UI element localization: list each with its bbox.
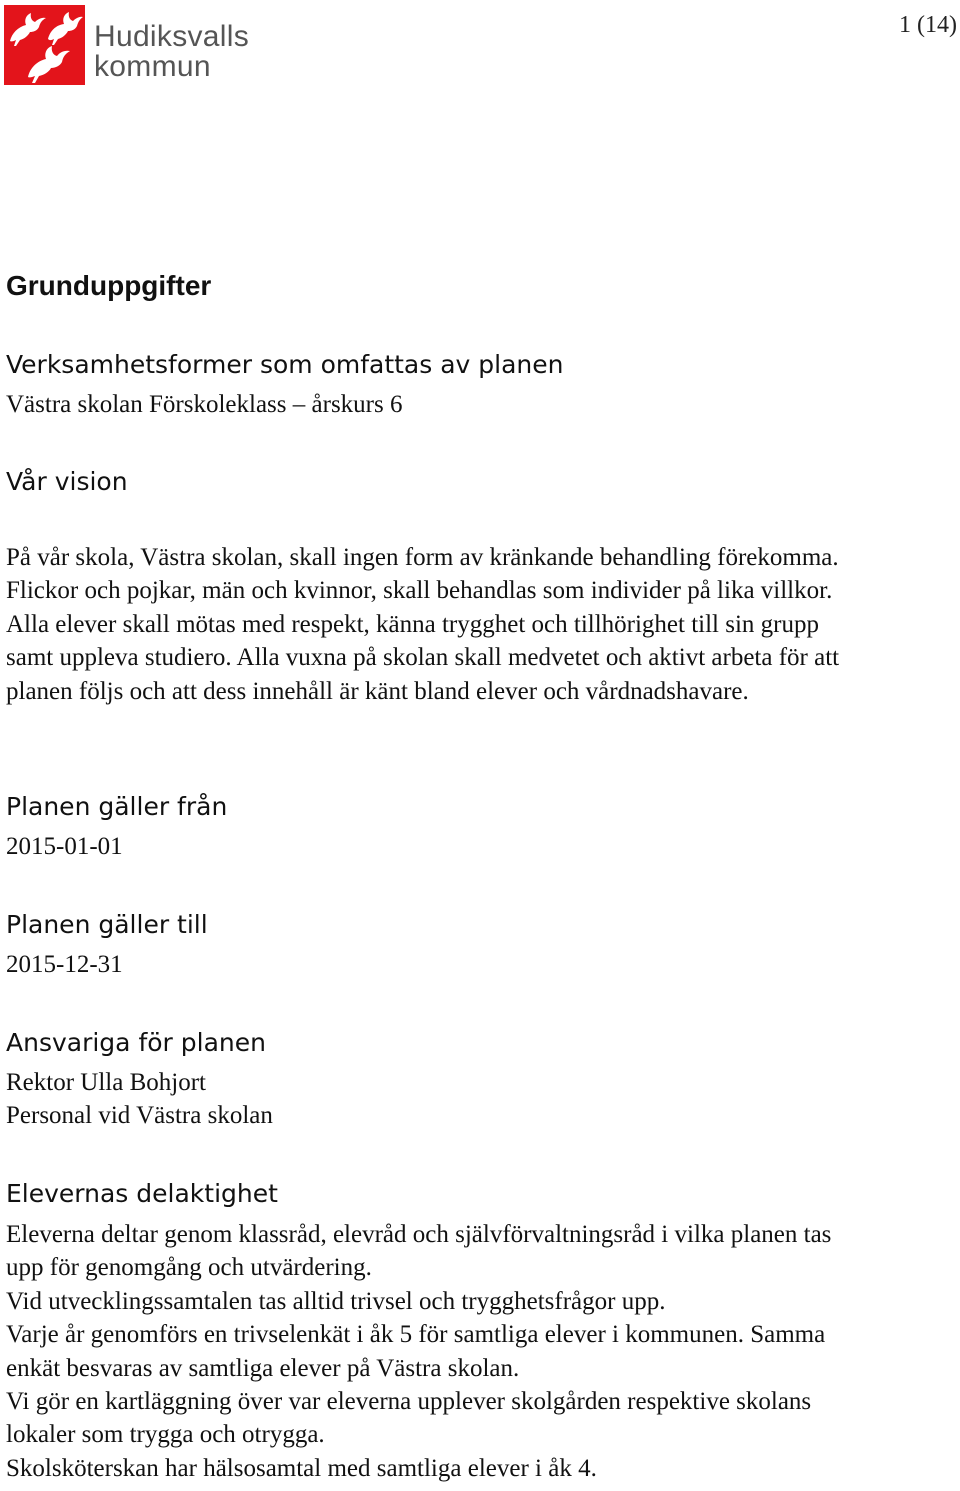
body-line: På vår skola, Västra skolan, skall ingen form av kränkande behandling förekomma. <box>6 544 839 571</box>
body-line: Vi gör en kartläggning över var eleverna upplever skolgården respektive skolans <box>6 1388 812 1416</box>
body-line: Skolsköterskan har hälsosamtal med samtliga elever i åk 4. <box>6 1454 597 1482</box>
body-line: enkät besvaras av samtliga elever på Västra skolan. <box>6 1354 520 1382</box>
body-line: Västra skolan Förskoleklass – årskurs 6 <box>6 391 403 418</box>
body-line: Eleverna deltar genom klassråd, elevråd och självförvaltningsråd i vilka planen tas <box>6 1221 832 1248</box>
body-line: Rektor Ulla Bohjort <box>6 1069 206 1096</box>
body-line: Flickor och pojkar, män och kvinnor, skall behandlas som individer på lika villkor. <box>6 577 833 605</box>
logo-wordmark <box>94 22 249 82</box>
section-heading: Verksamhetsformer som omfattas av planen <box>6 350 564 379</box>
section-heading: Planen gäller till <box>6 910 208 939</box>
body-line: 2015-01-01 <box>6 833 123 860</box>
section-heading: Vår vision <box>6 467 128 496</box>
goat-emblem-icon <box>4 5 85 85</box>
body-line: upp för genomgång och utvärdering. <box>6 1254 372 1282</box>
logo-line-2: kommun <box>94 50 211 83</box>
body-line: Personal vid Västra skolan <box>6 1102 273 1130</box>
section-body <box>6 1218 951 1485</box>
body-line: Alla elever skall mötas med respekt, känna trygghet och tillhörighet till sin grupp <box>6 610 820 638</box>
body-line: planen följs och att dess innehåll är känt bland elever och vårdnadshavare. <box>6 677 749 705</box>
section-body <box>6 388 951 421</box>
section-heading: Ansvariga för planen <box>6 1028 266 1057</box>
logo-line-1: Hudiksvalls <box>94 20 250 53</box>
body-line: lokaler som trygga och otrygga. <box>6 1421 325 1449</box>
body-line: Vid utvecklingssamtalen tas alltid trivsel och trygghetsfrågor upp. <box>6 1287 666 1315</box>
section-heading: Elevernas delaktighet <box>6 1179 278 1208</box>
body-line: samt uppleva studiero. Alla vuxna på skolan skall medvetet och aktivt arbeta för att <box>6 644 840 672</box>
section-body <box>6 541 951 708</box>
section-body <box>6 830 951 863</box>
body-line: Varje år genomförs en trivselenkät i åk 5 för samtliga elever i kommunen. Samma <box>6 1321 826 1349</box>
section-heading: Planen gäller från <box>6 792 228 821</box>
page-number: 1 (14) <box>899 12 957 38</box>
section-body <box>6 948 951 981</box>
section-body <box>6 1066 951 1133</box>
hudiksvalls-kommun-logo <box>4 5 264 87</box>
document-title: Grunduppgifter <box>6 270 212 301</box>
body-line: 2015-12-31 <box>6 951 123 978</box>
